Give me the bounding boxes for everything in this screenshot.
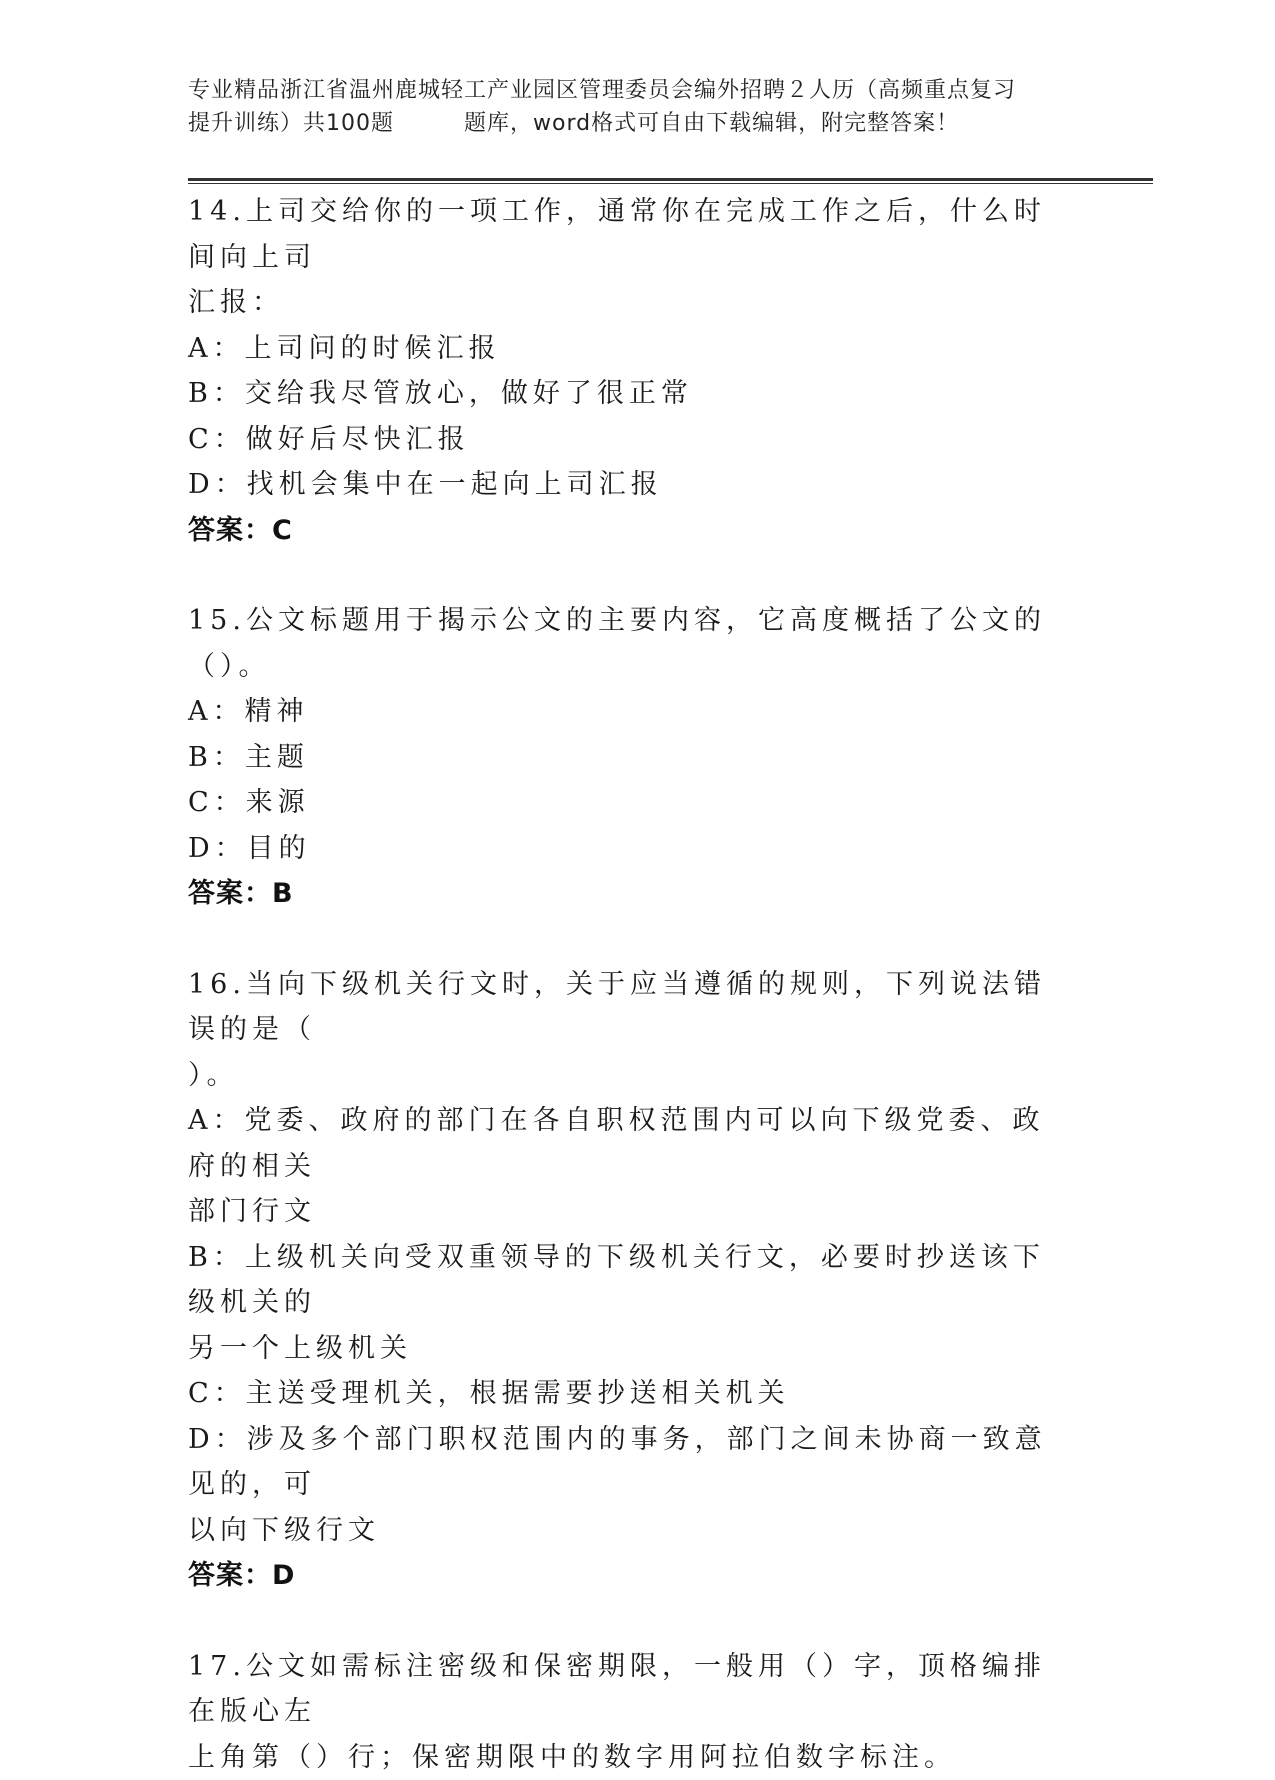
option-line: 另一个上级机关: [188, 1326, 1068, 1372]
header-title-line-2: [188, 107, 1088, 140]
question-block: [188, 189, 1068, 553]
question-stem-line: 17.公文如需标注密级和保密期限，一般用（）字，顶格编排在版心左: [188, 1644, 1068, 1735]
option-line: A：党委、政府的部门在各自职权范围内可以向下级党委、政府的相关: [188, 1098, 1068, 1189]
option-line: A：上司问的时候汇报: [188, 326, 1068, 372]
question-list: [188, 189, 1068, 1780]
question-block: [188, 1644, 1068, 1780]
question-block: [188, 598, 1068, 917]
answer-line: 答案：C: [188, 508, 1068, 554]
option-line: 以向下级行文: [188, 1508, 1068, 1554]
question-stem-line: 汇报：: [188, 280, 1068, 326]
question-stem-line: 15.公文标题用于揭示公文的主要内容，它高度概括了公文的（）。: [188, 598, 1068, 689]
option-line: D：目的: [188, 826, 1068, 872]
answer-line: 答案：D: [188, 1553, 1068, 1599]
question-stem-line: 14.上司交给你的一项工作，通常你在完成工作之后，什么时间向上司: [188, 189, 1068, 280]
document-header: [188, 74, 1088, 140]
question-block: [188, 962, 1068, 1599]
question-spacer: [188, 553, 1068, 598]
option-line: C：主送受理机关，根据需要抄送相关机关: [188, 1371, 1068, 1417]
option-line: B：上级机关向受双重领导的下级机关行文，必要时抄送该下级机关的: [188, 1235, 1068, 1326]
header-title-line-1: 专业精品浙江省温州鹿城轻工产业园区管理委员会编外招聘２人历（高频重点复习: [188, 74, 1088, 107]
question-stem-line: ）。: [188, 1053, 1068, 1099]
option-line: D：找机会集中在一起向上司汇报: [188, 462, 1068, 508]
header-rule-thick: [188, 178, 1153, 181]
option-line: C：来源: [188, 780, 1068, 826]
header-rule-thin: [188, 183, 1153, 184]
option-line: D：涉及多个部门职权范围内的事务，部门之间未协商一致意见的，可: [188, 1417, 1068, 1508]
option-line: 部门行文: [188, 1189, 1068, 1235]
header-title-line-2-right: 题库，word格式可自由下载编辑，附完整答案！: [464, 111, 959, 136]
option-line: B：交给我尽管放心，做好了很正常: [188, 371, 1068, 417]
option-line: C：做好后尽快汇报: [188, 417, 1068, 463]
option-line: B：主题: [188, 735, 1068, 781]
option-line: A：精神: [188, 689, 1068, 735]
question-spacer: [188, 1599, 1068, 1644]
header-title-line-2-left: 提升训练）共100题: [188, 111, 394, 136]
question-spacer: [188, 917, 1068, 962]
question-stem-line: 上角第（）行；保密期限中的数字用阿拉伯数字标注。: [188, 1735, 1068, 1780]
question-stem-line: 16.当向下级机关行文时，关于应当遵循的规则，下列说法错误的是（: [188, 962, 1068, 1053]
answer-line: 答案：B: [188, 871, 1068, 917]
